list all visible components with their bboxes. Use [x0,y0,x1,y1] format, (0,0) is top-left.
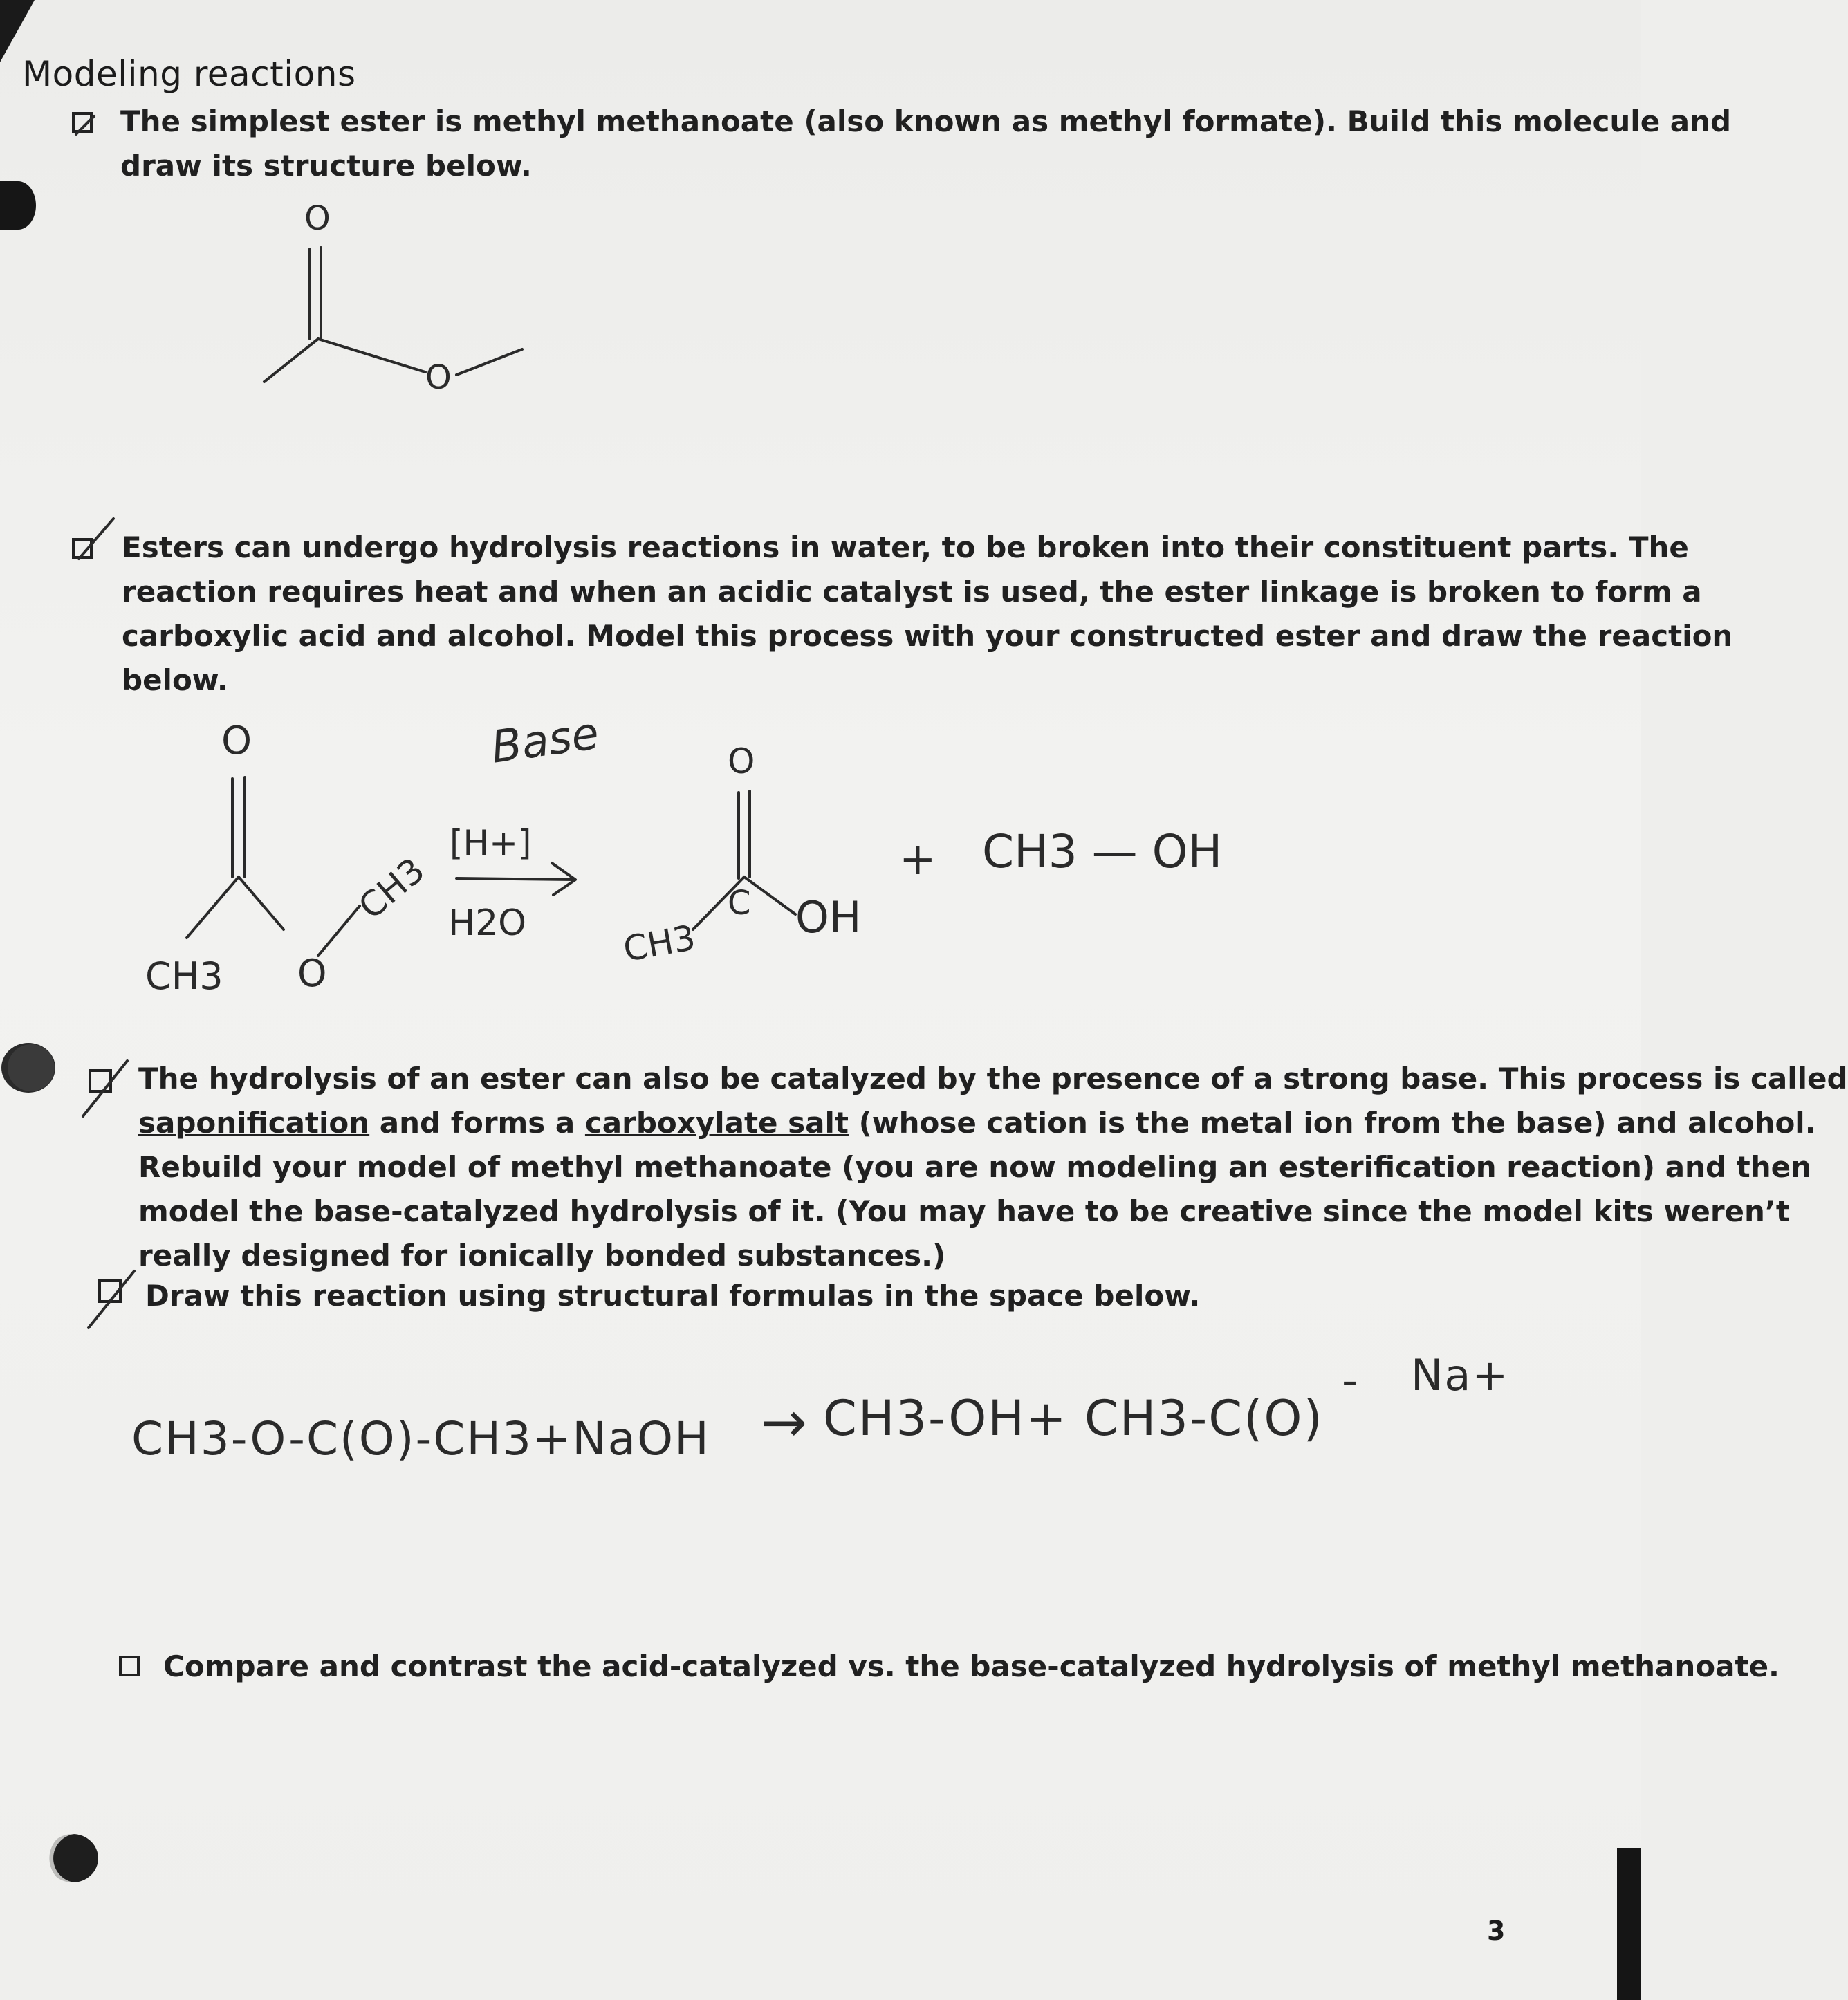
page-edge-shadow [1617,1848,1641,2000]
product-carbonyl-oxygen: O [728,741,755,781]
term-saponification: saponification [138,1106,370,1140]
hole-punch-top [0,181,36,230]
item4-line1: Draw this reaction using structural formulas in the space below. [145,1279,1201,1313]
product-carbon: C [728,884,751,923]
item5-line1: Compare and contrast the acid-catalyzed vs. the base-catalyzed hydrolysis of methyl methanoate. [163,1649,1780,1683]
item3-text [138,1057,1848,1278]
item3-line2-connector: and forms a [369,1106,585,1140]
item2-check-mark [72,517,120,566]
item3-line2 [138,1101,1848,1145]
page-number: 3 [1487,1916,1506,1946]
acid-hydrolysis-drawing [131,698,1307,1017]
term-carboxylate-salt: carboxylate salt [584,1106,849,1140]
item1-check-mark [75,115,95,136]
ester-structure-drawing [249,194,567,401]
item1-line2: draw its structure below. [120,149,532,183]
reaction-arrow-line [456,878,574,880]
item2-text [122,526,1732,703]
saponification-cation: Na+ [1411,1350,1510,1400]
saponification-products: CH3-OH+ CH3-C(O) [823,1390,1324,1447]
arrow-catalyst: [H+] [450,823,532,863]
reactant-carbonyl-oxygen: O [221,719,252,763]
item1-line1: The simplest ester is methyl methanoate (also known as methyl formate). Build this molecule and [120,104,1732,138]
item3-line1: The hydrolysis of an ester can also be catalyzed by the presence of a strong base. This process is called [138,1062,1848,1095]
hole-punch-bottom [47,1834,98,1882]
annotation-base: Base [488,707,602,774]
reactant-methyl-ester: CH3 [351,850,432,927]
item3-checkbox[interactable] [90,1071,111,1091]
item4-checkbox[interactable] [100,1281,120,1302]
reactant-methyl-left: CH3 [145,954,223,998]
item2-line3: carboxylic acid and alcohol. Model this process with your constructed ester and draw the reaction [122,619,1733,653]
structure1-bond-right [318,339,425,372]
product-methyl: CH3 [620,917,699,970]
item4-text [145,1274,1200,1318]
arrow-water: H2O [448,902,527,944]
saponification-reactants: CH3-O-C(O)-CH3+NaOH [131,1412,710,1465]
page-heading: Modeling reactions [22,54,356,94]
reactant-ester-oxygen: O [297,952,327,995]
product-methanol: CH3 — OH [982,825,1223,878]
item3-line2-tail: (whose cation is the metal ion from the base) and alcohol. [848,1106,1816,1140]
item5-text [163,1645,1780,1689]
item1-text [120,100,1731,188]
saponification-charge: - [1342,1355,1360,1407]
item2-line2: reaction requires heat and when an acidic catalyst is used, the ester linkage is broken to form a [122,575,1702,609]
item3-line5: really designed for ionically bonded substances.) [138,1239,946,1272]
structure1-bond-methyl [456,349,522,375]
item5-checkbox[interactable] [119,1656,140,1676]
structure1-bond-left [264,339,318,382]
item2-line4: below. [122,663,228,697]
saponification-arrow: → [761,1390,809,1454]
item3-line4: model the base-catalyzed hydrolysis of it. (You may have to be creative since the model kits weren’t [138,1194,1790,1228]
hole-punch-middle [1,1043,55,1093]
page-corner-shadow [0,0,35,62]
structure1-ester-oxygen: O [425,358,452,397]
item2-line1: Esters can undergo hydrolysis reactions in water, to be broken into their constituent parts. The [122,530,1689,564]
plus-sign: + [899,834,936,885]
item3-line3: Rebuild your model of methyl methanoate (you are now modeling an esterification reaction) and then [138,1150,1811,1184]
structure1-top-oxygen: O [304,199,331,238]
product-hydroxyl: OH [795,892,862,943]
